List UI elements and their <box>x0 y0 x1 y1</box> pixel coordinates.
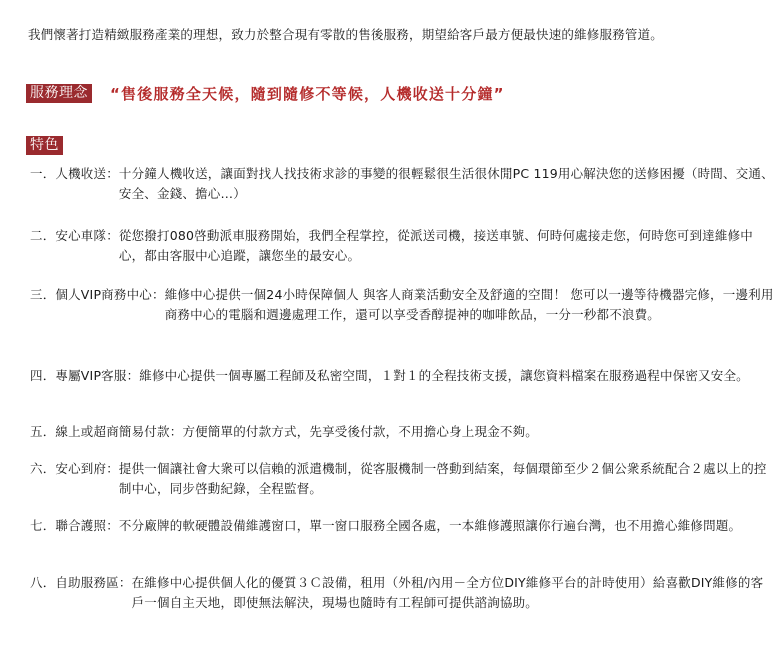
feature-item-8 <box>30 573 775 613</box>
features-badge: 特色 <box>26 136 63 155</box>
feature-desc: 維修中心提供一個24小時保障個人 與客人商業活動安全及舒適的空間！ 您可以一邊等待機器完修，一邊利用商務中心的電腦和週邊處理工作，還可以享受香醇提神的咖啡飲品，一分一秒都不浪費。 <box>164 287 774 322</box>
feature-item-4 <box>30 366 775 386</box>
feature-lead: 八．自助服務區： <box>30 575 132 590</box>
slogan: “售後服務全天候，隨到隨修不等候，人機收送十分鐘” <box>110 85 505 103</box>
feature-desc: 維修中心提供一個專屬工程師及私密空間，１對１的全程技術支援，讓您資料檔案在服務過程中保密又安全。 <box>139 368 749 383</box>
philosophy-badge: 服務理念 <box>26 84 92 103</box>
feature-lead: 五．線上或超商簡易付款： <box>30 424 183 439</box>
feature-lead: 一．人機收送： <box>30 166 119 181</box>
feature-lead: 四．專屬VIP客服： <box>30 368 140 383</box>
feature-lead: 六．安心到府： <box>30 461 119 476</box>
feature-item-2 <box>30 226 775 266</box>
feature-desc: 方便簡單的付款方式，先享受後付款，不用擔心身上現金不夠。 <box>182 424 539 439</box>
feature-lead: 七．聯合護照： <box>30 518 119 533</box>
intro-paragraph: 我們懷著打造精緻服務產業的理想，致力於整合現有零散的售後服務，期望給客戶最方便最快速的維修服務管道。 <box>28 27 664 42</box>
feature-desc: 不分廠牌的軟硬體設備維護窗口，單一窗口服務全國各處，一本維修護照讓你行遍台灣，也不用擔心維修問題。 <box>118 518 742 533</box>
feature-desc: 提供一個讓社會大衆可以信賴的派遣機制，從客服機制一啓動到結案，每個環節至少２個公衆系統配合２處以上的控制中心，同步啓動紀錄，全程監督。 <box>118 461 767 496</box>
feature-item-1 <box>30 164 775 204</box>
feature-desc: 在維修中心提供個人化的優質３Ｃ設備，租用（外租/內用－全方位DIY維修平台的計時使用）給喜歡DIY維修的客戶一個自主天地，即使無法解決，現場也隨時有工程師可提供諮詢協助。 <box>131 575 764 610</box>
feature-item-3 <box>30 285 775 325</box>
feature-lead: 三．個人VIP商務中心： <box>30 287 165 302</box>
feature-lead: 二．安心車隊： <box>30 228 119 243</box>
feature-item-7 <box>30 516 775 536</box>
feature-item-5 <box>30 422 775 442</box>
feature-desc: 十分鐘人機收送，讓面對找人找技術求診的事變的很輕鬆很生活很休閒PC 119用心解決您的送修困擾（時間、交通、安全、金錢、擔心…） <box>118 166 774 201</box>
feature-desc: 從您撥打080啓動派車服務開始，我們全程掌控，從派送司機，接送車號、何時何處接走您，何時您可到達維修中心，都由客服中心追蹤，讓您坐的最安心。 <box>118 228 753 263</box>
feature-item-6 <box>30 459 775 499</box>
philosophy-row <box>26 83 505 104</box>
features-heading <box>26 134 63 155</box>
